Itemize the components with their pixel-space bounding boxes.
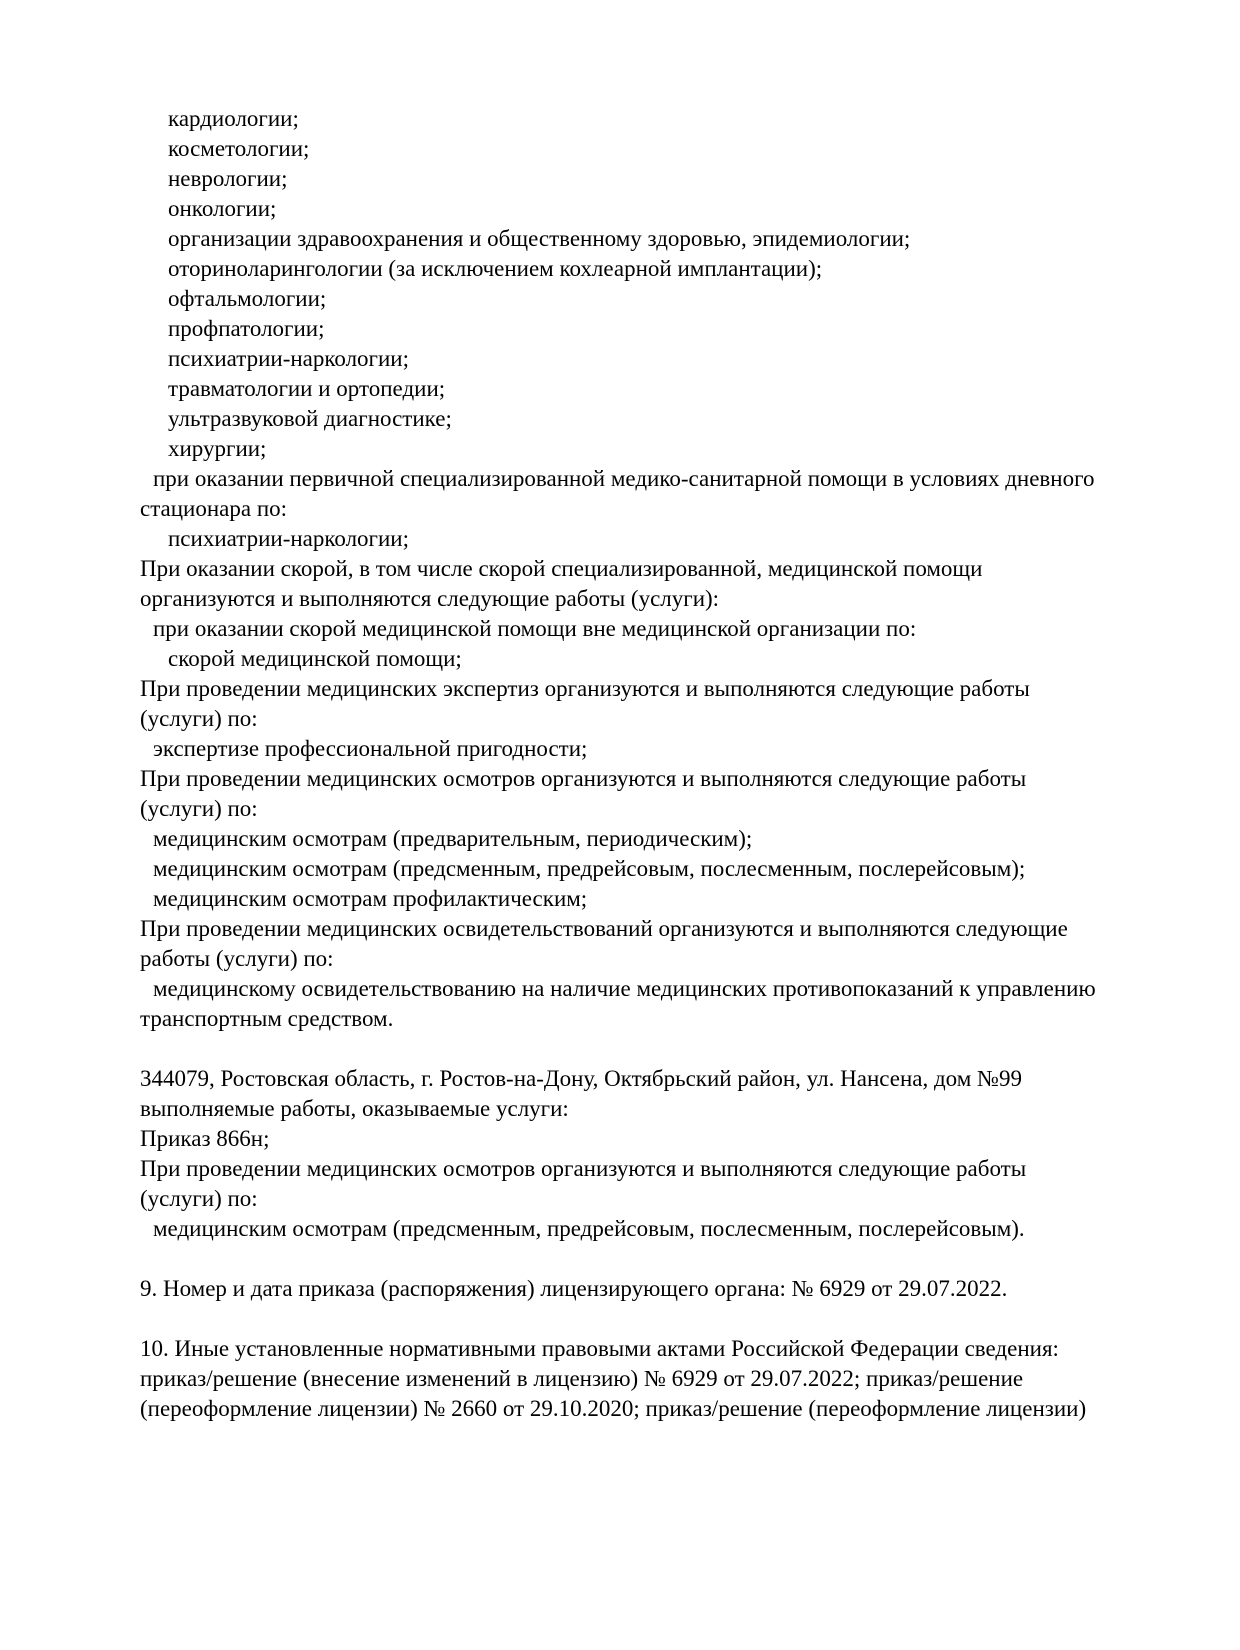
blank-line [140,1244,1130,1274]
text-line: медицинским осмотрам (предварительным, периодическим); [153,826,753,851]
text-line: кардиологии; [168,106,299,131]
text-line: При проведении медицинских осмотров организуются и выполняются следующие работы [140,766,1027,791]
text-line: приказ/решение (внесение изменений в лицензию) № 6929 от 29.07.2022; приказ/решение [140,1366,1024,1391]
text-line: При проведении медицинских экспертиз организуются и выполняются следующие работы [140,676,1030,701]
text-line: Приказ 866н; [140,1126,270,1151]
text-line: При проведении медицинских освидетельствований организуются и выполняются следующие [140,916,1068,941]
text-line: медицинскому освидетельствованию на наличие медицинских противопоказаний к управлению [153,976,1096,1001]
text-line: транспортным средством. [140,1006,394,1031]
text-line: медицинским осмотрам профилактическим; [153,886,588,911]
text-line: (услуги) по: [140,706,258,731]
text-line: медицинским осмотрам (предсменным, предрейсовым, послесменным, послерейсовым); [153,856,1026,881]
text-line: (переоформление лицензии) № 2660 от 29.10.2020; приказ/решение (переоформление лицензии) [140,1396,1087,1421]
text-line: профпатологии; [168,316,325,341]
text-line: ультразвуковой диагностике; [168,406,452,431]
text-line: экспертизе профессиональной пригодности; [153,736,588,761]
text-line: выполняемые работы, оказываемые услуги: [140,1096,569,1121]
text-line: неврологии; [168,166,288,191]
text-line: 10. Иные установленные нормативными правовыми актами Российской Федерации сведения: [140,1336,1059,1361]
text-line: травматологии и ортопедии; [168,376,446,401]
text-line: офтальмологии; [168,286,327,311]
text-line: скорой медицинской помощи; [168,646,462,671]
text-line: психиатрии-наркологии; [168,526,409,551]
text-line: онкологии; [168,196,277,221]
text-line: 344079, Ростовская область, г. Ростов-на-Дону, Октябрьский район, ул. Нансена, дом №99 [140,1066,1022,1091]
text-line: психиатрии-наркологии; [168,346,409,371]
text-line: оториноларингологии (за исключением кохлеарной имплантации); [168,256,823,281]
text-line: стационара по: [140,496,288,521]
text-line: работы (услуги) по: [140,946,334,971]
text-line: При проведении медицинских осмотров организуются и выполняются следующие работы [140,1156,1027,1181]
document-body [140,104,1130,1424]
text-line: 9. Номер и дата приказа (распоряжения) лицензирующего органа: № 6929 от 29.07.2022. [140,1276,1008,1301]
blank-line [140,1034,1130,1064]
text-line: организуются и выполняются следующие работы (услуги): [140,586,720,611]
text-line: косметологии; [168,136,310,161]
text-line: медицинским осмотрам (предсменным, предрейсовым, послесменным, послерейсовым). [153,1216,1025,1241]
text-line: (услуги) по: [140,1186,258,1211]
text-line: при оказании первичной специализированной медико-санитарной помощи в условиях дневного [153,466,1095,491]
text-line: (услуги) по: [140,796,258,821]
text-line: При оказании скорой, в том числе скорой специализированной, медицинской помощи [140,556,983,581]
text-line: организации здравоохранения и общественному здоровью, эпидемиологии; [168,226,911,251]
text-line: при оказании скорой медицинской помощи вне медицинской организации по: [153,616,917,641]
text-line: хирургии; [168,436,267,461]
blank-line [140,1304,1130,1334]
